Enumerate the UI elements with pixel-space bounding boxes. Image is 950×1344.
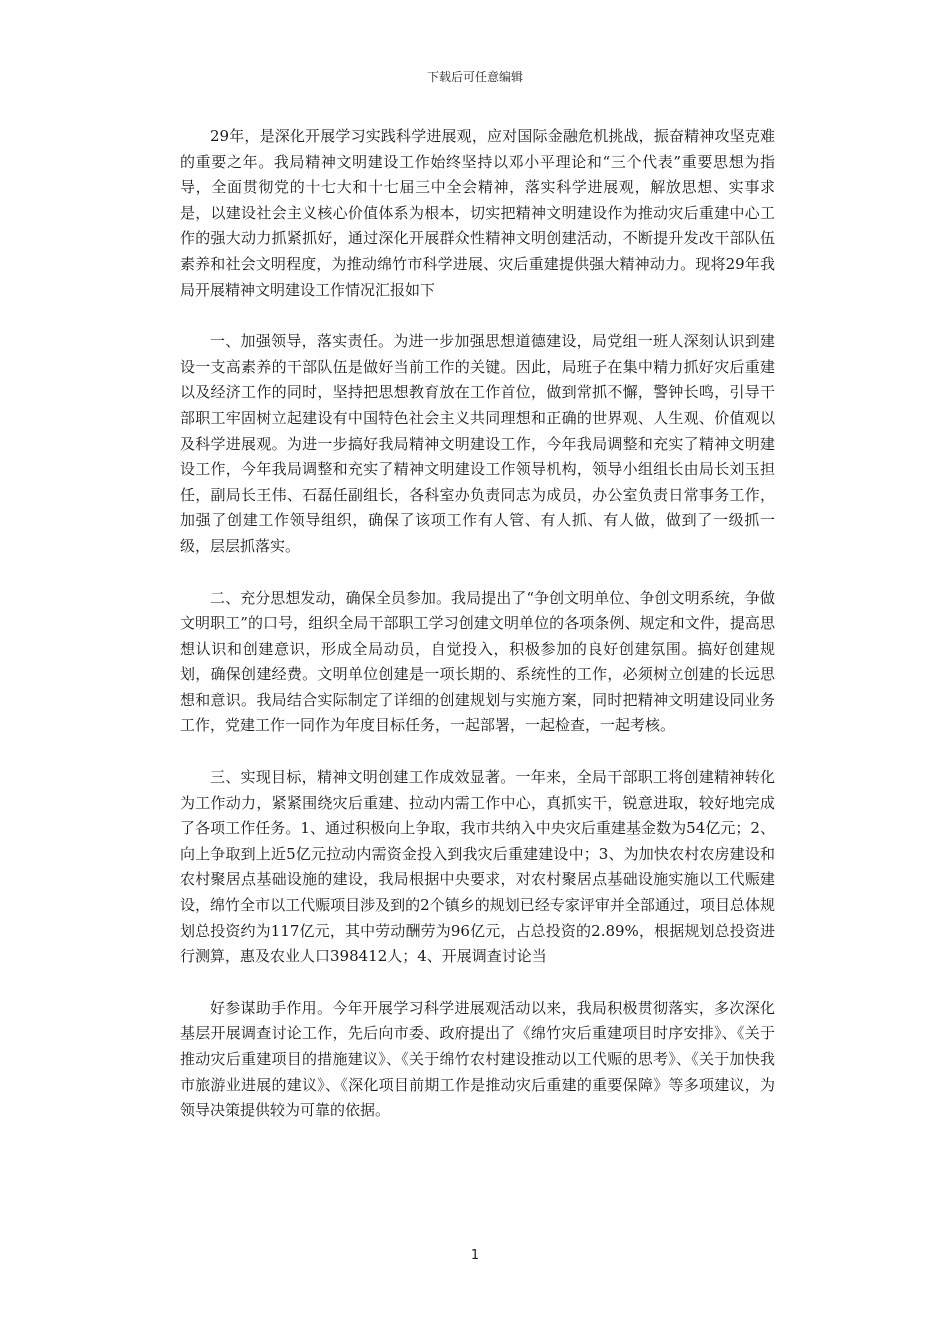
paragraph-continuation: 好参谋助手作用。今年开展学习科学进展观活动以来，我局积极贯彻落实，多次深化基层开展调查讨论工作，先后向市委、政府提出了《绵竹灾后重建项目时序安排》、《关于推动灾后重建项目的措施建议》、《关于绵竹农村建设推动以工代赈的思考》、《关于加快我市旅游业进展的建议》、《深化项目前期工作是推动灾后重建的重要保障》等多项建议，为领导决策提供较为可靠的依据。: [180, 998, 775, 1120]
page-header: 下载后可任意编辑: [426, 70, 523, 84]
paragraph-intro: 29年，是深化开展学习实践科学进展观，应对国际金融危机挑战，振奋精神攻坚克难的重要之年。我局精神文明建设工作始终坚持以邓小平理论和“三个代表”重要思想为指导，全面贯彻党的十七大和十七届三中全会精神，落实科学进展观，解放思想、实事求是，以建设社会主义核心价值体系为根本，切实把精神文明建设作为推动灾后重建中心工作的强大动力抓紧抓好，通过深化开展群众性精神文明创建活动，不断提升发改干部队伍素养和社会文明程度，为推动绵竹市科学进展、灾后重建提供强大精神动力。现将29年我局开展精神文明建设工作情况汇报如下: [180, 127, 775, 299]
paragraph-section-1: 一、加强领导，落实责任。为进一步加强思想道德建设，局党组一班人深刻认识到建设一支高素养的干部队伍是做好当前工作的关键。因此，局班子在集中精力抓好灾后重建以及经济工作的同时，坚持把思想教育放在工作首位，做到常抓不懈，警钟长鸣，引导干部职工牢固树立起建设有中国特色社会主义共同理想和正确的世界观、人生观、价值观以及科学进展观。为进一步搞好我局精神文明建设工作，今年我局调整和充实了精神文明建设工作，今年我局调整和充实了精神文明建设工作领导机构，领导小组组长由局长刘玉担任，副局长王伟、石磊任副组长，各科室办负责同志为成员，办公室负责日常事务工作，加强了创建工作领导组织，确保了该项工作有人管、有人抓、有人做，做到了一级抓一级，层层抓落实。: [180, 332, 775, 555]
paragraph-section-3: 三、实现目标，精神文明创建工作成效显著。一年来，全局干部职工将创建精神转化为工作动力，紧紧围绕灾后重建、拉动内需工作中心，真抓实干，锐意进取，较好地完成了各项工作任务。1、通过积极向上争取，我市共纳入中央灾后重建基金数为54亿元；2、向上争取到上近5亿元拉动内需资金投入到我灾后重建建设中；3、为加快农村农房建设和农村聚居点基础设施的建设，我局根据中央要求，对农村聚居点基础设施实施以工代赈建设，绵竹全市以工代赈项目涉及到的2个镇乡的规划已经专家评审并全部通过，项目总体规划总投资约为117亿元，其中劳动酬劳为96亿元，占总投资的2.89%，根据规划总投资进行测算，惠及农业人口398412人；4、开展调查讨论当: [180, 768, 775, 966]
paragraph-section-2: 二、充分思想发动，确保全员参加。我局提出了“争创文明单位、争创文明系统，争做文明职工”的口号，组织全局干部职工学习创建文明单位的各项条例、规定和文件，提高思想认识和创建意识，形成全局动员，自觉投入，积极参加的良好创建氛围。搞好创建规划，确保创建经费。文明单位创建是一项长期的、系统性的工作，必须树立创建的长远思想和意识。我局结合实际制定了详细的创建规划与实施方案，同时把精神文明建设同业务工作，党建工作一同作为年度目标任务，一起部署，一起检查，一起考核。: [180, 588, 775, 735]
page-number: 1: [470, 1248, 480, 1263]
document-body: [180, 124, 775, 1150]
